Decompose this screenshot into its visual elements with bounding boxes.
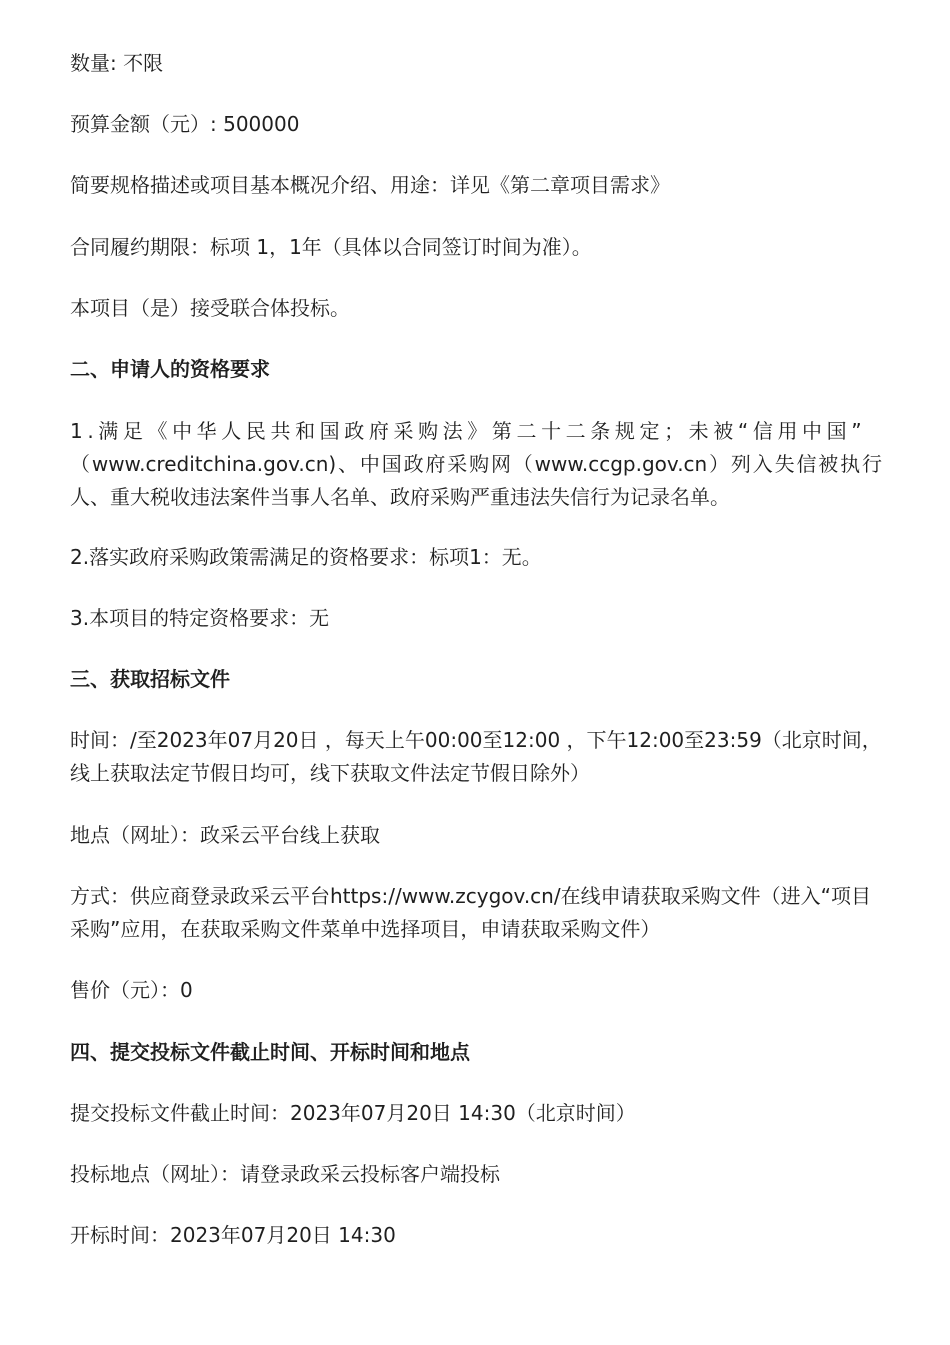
bid-place-line: 投标地点（网址）：请登录政采云投标客户端投标	[70, 1162, 500, 1186]
obtain-time-paragraph: 时间：/至2023年07月20日 ，每天上午00:00至12:00 ，下午12:00至23:59（北京时间，线上获取法定节假日均可，线下获取文件法定节假日除外）	[70, 728, 882, 785]
obtain-place-line: 地点（网址）：政采云平台线上获取	[70, 823, 380, 847]
requirement-1-paragraph	[70, 415, 882, 514]
obtain-method-paragraph: 方式：供应商登录政采云平台https://www.zcygov.cn/在线申请获取采购文件（进入“项目采购”应用，在获取采购文件菜单中选择项目，申请获取采购文件）	[70, 884, 871, 941]
submission-deadline-line: 提交投标文件截止时间：2023年07月20日 14:30（北京时间）	[70, 1101, 636, 1125]
quantity-line: 数量: 不限	[70, 51, 164, 75]
section-heading-deadline: 四、提交投标文件截止时间、开标时间和地点	[70, 1040, 470, 1064]
consortium-line: 本项目（是）接受联合体投标。	[70, 296, 350, 320]
document-price-line: 售价（元）：0	[70, 978, 193, 1002]
contract-period-line: 合同履约期限：标项 1，1年（具体以合同签订时间为准）。	[70, 235, 592, 259]
opening-time-line: 开标时间：2023年07月20日 14:30	[70, 1223, 396, 1247]
requirement-2-line: 2.落实政府采购政策需满足的资格要求：标项1：无。	[70, 545, 542, 569]
requirement-3-line: 3.本项目的特定资格要求：无	[70, 606, 330, 630]
section-heading-obtain-documents: 三、获取招标文件	[70, 667, 230, 691]
budget-line: 预算金额（元）: 500000	[70, 112, 300, 136]
section-heading-qualifications: 二、申请人的资格要求	[70, 357, 270, 381]
requirement-1-first-line: 1.满足《中华人民共和国政府采购法》第二十二条规定；未被“信用中国”	[70, 419, 867, 443]
brief-description-line: 简要规格描述或项目基本概况介绍、用途：详见《第二章项目需求》	[70, 173, 670, 197]
requirement-1-continuation: （www.creditchina.gov.cn)、中国政府采购网（www.ccgp.gov.cn）列入失信被执行人、重大税收违法案件当事人名单、政府采购严重违法失信行为记录名单。	[70, 452, 882, 509]
